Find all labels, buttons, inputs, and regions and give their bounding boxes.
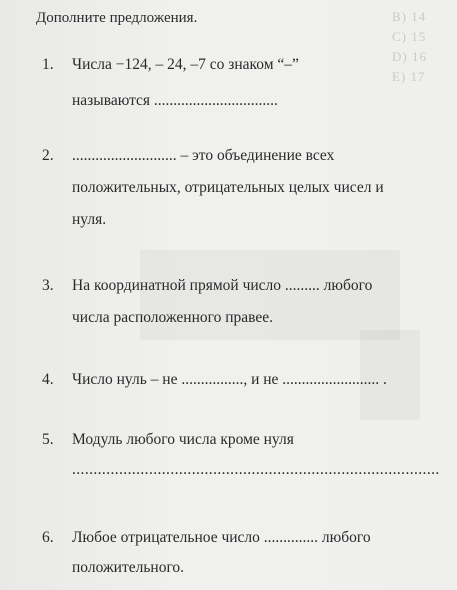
item-number: 4. <box>42 371 54 388</box>
item-number: 3. <box>42 277 54 294</box>
worksheet-heading: Дополните предложения. <box>36 10 198 26</box>
bleed-through-line: C) 15 <box>392 29 427 44</box>
item-number: 2. <box>42 147 54 164</box>
item-1-line-1: Числа −124, – 24, –7 со знаком “–” <box>72 56 299 73</box>
item-1-line-2: называются ................................ <box>72 92 278 109</box>
item-number: 6. <box>42 529 54 546</box>
item-2-line-3: нуля. <box>72 211 107 228</box>
item-number: 5. <box>42 431 54 448</box>
item-3-line-1: На координатной прямой число ......... любого <box>72 277 373 294</box>
bleed-through-line: E) 17 <box>392 69 426 84</box>
item-5-answer-line: ...................................................................................... <box>72 461 440 478</box>
item-number: 1. <box>42 56 54 73</box>
item-6-line-1: Любое отрицательное число .............. любого <box>72 529 371 546</box>
bleed-through-line: B) 14 <box>392 9 427 24</box>
item-2-line-2: положительных, отрицательных целых чисел и <box>72 179 384 196</box>
bleed-through-line: D) 16 <box>392 49 427 64</box>
item-2-line-1: ........................... – это объединение всех <box>72 147 335 164</box>
item-6-line-2: положительного. <box>72 559 185 576</box>
item-4-line-1: Число нуль – не ................, и не ......................... . <box>72 371 387 388</box>
item-5-line-1: Модуль любого числа кроме нуля <box>72 431 294 448</box>
item-3-line-2: числа расположенного правее. <box>72 309 274 326</box>
